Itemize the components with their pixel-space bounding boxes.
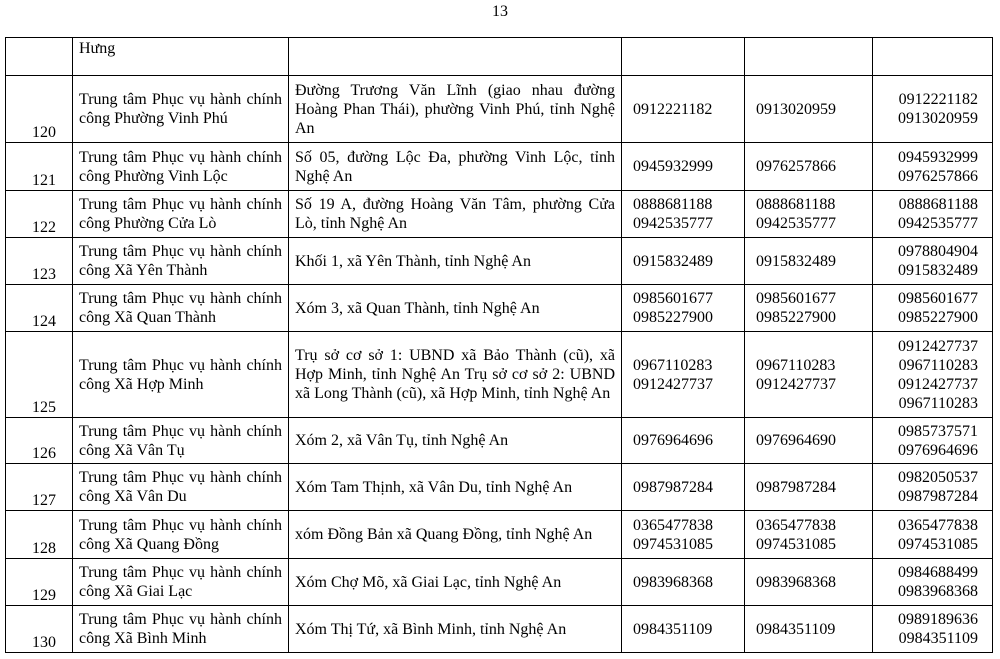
row-address: Đường Trương Văn Lĩnh (giao nhau đường Hoàng Phan Thái), phường Vinh Phú, tỉnh Nghệ An (289, 76, 622, 143)
row-stt: 127 (6, 464, 73, 511)
row-stt: 123 (6, 238, 73, 285)
phone-number: 0942535777 (756, 215, 836, 232)
row-center-name: Trung tâm Phục vụ hành chính công Xã Quang Đồng (73, 511, 289, 559)
row-phone-2 (745, 285, 873, 332)
row-phone-3 (873, 559, 993, 606)
table-row (6, 464, 993, 511)
phone-number: 0984351109 (898, 630, 978, 647)
phone-number: 0912427737 (756, 375, 836, 393)
row-center-name: Trung tâm Phục vụ hành chính công Phường Cửa Lò (73, 191, 289, 238)
table-row (6, 606, 993, 653)
row-stt: 120 (6, 76, 73, 143)
phone-number: 0888681188 (633, 196, 713, 213)
phone-number: 0987987284 (898, 488, 978, 505)
row-address: Trụ sở cơ sở 1: UBND xã Bảo Thành (cũ), xã Hợp Minh, tỉnh Nghệ An Trụ sở cơ sở 2: UBND xã Long Thành (cũ), xã Hợp Minh, tỉnh Nghệ An (289, 332, 622, 418)
phone-number: 0915832489 (756, 252, 836, 270)
phone-number: 0984351109 (756, 620, 836, 638)
phone-number: 0976257866 (756, 158, 836, 175)
phone-number: 0967110283 (633, 356, 713, 374)
phone-number: 0912221182 (898, 91, 978, 108)
row-phone-2 (745, 418, 873, 464)
row-phone-1 (622, 511, 745, 559)
row-phone-3 (873, 464, 993, 511)
row-address (289, 38, 622, 76)
table-row (6, 143, 993, 191)
row-phone-3 (873, 285, 993, 332)
row-phone-3 (873, 418, 993, 464)
row-stt: 122 (6, 191, 73, 238)
phone-number: 0888681188 (898, 196, 978, 213)
phone-number: 0985227900 (633, 309, 713, 326)
phone-number: 0942535777 (898, 215, 978, 232)
row-center-name: Trung tâm Phục vụ hành chính công Phường Vinh Lộc (73, 143, 289, 191)
phone-number: 0365477838 (633, 516, 713, 534)
row-phone-3 (873, 76, 993, 143)
row-stt: 125 (6, 332, 73, 418)
phone-number: 0983968368 (633, 573, 713, 591)
table-row (6, 511, 993, 559)
row-center-name: Trung tâm Phục vụ hành chính công Xã Yên Thành (73, 238, 289, 285)
row-phone-1 (622, 559, 745, 606)
row-phone-1 (622, 606, 745, 653)
row-phone-2 (745, 332, 873, 418)
phone-number: 0945932999 (633, 158, 713, 175)
row-phone-2 (745, 191, 873, 238)
phone-number: 0987987284 (756, 478, 836, 496)
phone-number: 0913020959 (756, 100, 836, 118)
phone-number: 0967110283 (898, 356, 978, 374)
row-phone-2 (745, 559, 873, 606)
row-address: Xóm Tam Thịnh, xã Vân Du, tỉnh Nghệ An (289, 464, 622, 511)
row-address: Khối 1, xã Yên Thành, tỉnh Nghệ An (289, 238, 622, 285)
phone-number: 0984351109 (633, 620, 713, 638)
phone-number: 0982050537 (898, 469, 978, 486)
phone-number: 0983968368 (898, 583, 978, 600)
row-center-name: Trung tâm Phục vụ hành chính công Xã Bình Minh (73, 606, 289, 653)
row-phone-1 (622, 464, 745, 511)
row-center-name: Trung tâm Phục vụ hành chính công Phường Vinh Phú (73, 76, 289, 143)
phone-number: 0976964696 (633, 432, 713, 449)
row-stt: 126 (6, 418, 73, 464)
phone-number: 0365477838 (756, 516, 836, 534)
phone-number: 0985737571 (898, 422, 978, 440)
row-phone-1 (622, 238, 745, 285)
phone-number: 0985601677 (633, 290, 713, 307)
phone-number: 0974531085 (898, 535, 978, 553)
row-stt: 128 (6, 511, 73, 559)
row-phone-3 (873, 38, 993, 76)
row-phone-1 (622, 143, 745, 191)
row-phone-1 (622, 332, 745, 418)
table-row (6, 559, 993, 606)
row-phone-2 (745, 76, 873, 143)
row-phone-3 (873, 238, 993, 285)
phone-number: 0974531085 (633, 535, 713, 553)
phone-number: 0974531085 (756, 535, 836, 553)
row-center-name: Trung tâm Phục vụ hành chính công Xã Quan Thành (73, 285, 289, 332)
row-phone-2 (745, 464, 873, 511)
phone-number: 0912427737 (898, 375, 978, 393)
phone-number: 0967110283 (898, 394, 978, 412)
row-address: Xóm 2, xã Vân Tụ, tỉnh Nghệ An (289, 418, 622, 464)
table-row-continuation (6, 38, 993, 76)
phone-number: 0967110283 (756, 356, 836, 374)
row-phone-3 (873, 332, 993, 418)
row-phone-1 (622, 191, 745, 238)
phone-number: 0978804904 (898, 243, 978, 260)
page-number: 13 (492, 3, 508, 20)
phone-number: 0985601677 (898, 290, 978, 307)
row-center-name: Trung tâm Phục vụ hành chính công Xã Vân Tụ (73, 418, 289, 464)
phone-number: 0912427737 (633, 375, 713, 393)
table-row (6, 191, 993, 238)
table-row (6, 76, 993, 143)
phone-number: 0913020959 (898, 110, 978, 127)
row-phone-2 (745, 143, 873, 191)
phone-number: 0365477838 (898, 516, 978, 534)
row-phone-2 (745, 38, 873, 76)
row-address: Xóm Chợ Mõ, xã Giai Lạc, tỉnh Nghệ An (289, 559, 622, 606)
row-phone-3 (873, 606, 993, 653)
row-stt: 129 (6, 559, 73, 606)
phone-number: 0942535777 (633, 215, 713, 232)
row-phone-1 (622, 38, 745, 76)
table-row (6, 418, 993, 464)
table-row (6, 285, 993, 332)
phone-number: 0912427737 (898, 337, 978, 355)
row-phone-2 (745, 238, 873, 285)
row-address: Xóm Thị Tứ, xã Bình Minh, tỉnh Nghệ An (289, 606, 622, 653)
row-stt: 121 (6, 143, 73, 191)
phone-number: 0976964696 (898, 441, 978, 459)
row-phone-1 (622, 285, 745, 332)
phone-number: 0976257866 (898, 167, 978, 185)
row-address: Số 19 A, đường Hoàng Văn Tâm, phường Cửa Lò, tỉnh Nghệ An (289, 191, 622, 238)
row-center-name: Trung tâm Phục vụ hành chính công Xã Vân Du (73, 464, 289, 511)
row-phone-1 (622, 76, 745, 143)
phone-number: 0912221182 (633, 100, 713, 118)
row-stt: 130 (6, 606, 73, 653)
row-phone-2 (745, 511, 873, 559)
phone-number: 0945932999 (898, 148, 978, 166)
row-phone-3 (873, 143, 993, 191)
row-phone-3 (873, 191, 993, 238)
row-center-name: Trung tâm Phục vụ hành chính công Xã Giai Lạc (73, 559, 289, 606)
phone-number: 0985227900 (756, 309, 836, 326)
row-address: Xóm 3, xã Quan Thành, tỉnh Nghệ An (289, 285, 622, 332)
phone-number: 0915832489 (633, 252, 713, 270)
row-phone-1 (622, 418, 745, 464)
row-phone-2 (745, 606, 873, 653)
row-stt: 124 (6, 285, 73, 332)
service-center-table (5, 37, 993, 653)
phone-number: 0984688499 (898, 564, 978, 581)
phone-number: 0983968368 (756, 573, 836, 591)
phone-number: 0976964690 (756, 432, 836, 449)
row-phone-3 (873, 511, 993, 559)
phone-number: 0985227900 (898, 309, 978, 326)
row-address: xóm Đồng Bản xã Quang Đồng, tỉnh Nghệ An (289, 511, 622, 559)
phone-number: 0915832489 (898, 262, 978, 279)
phone-number: 0985601677 (756, 290, 836, 307)
phone-number: 0888681188 (756, 196, 836, 213)
row-center-name: Trung tâm Phục vụ hành chính công Xã Hợp Minh (73, 332, 289, 418)
phone-number: 0987987284 (633, 478, 713, 496)
phone-number: 0989189636 (898, 611, 978, 628)
table-row (6, 332, 993, 418)
table-row (6, 238, 993, 285)
row-address: Số 05, đường Lộc Đa, phường Vinh Lộc, tỉnh Nghệ An (289, 143, 622, 191)
row-stt (6, 38, 73, 76)
row-center-name: Hưng (73, 38, 289, 76)
